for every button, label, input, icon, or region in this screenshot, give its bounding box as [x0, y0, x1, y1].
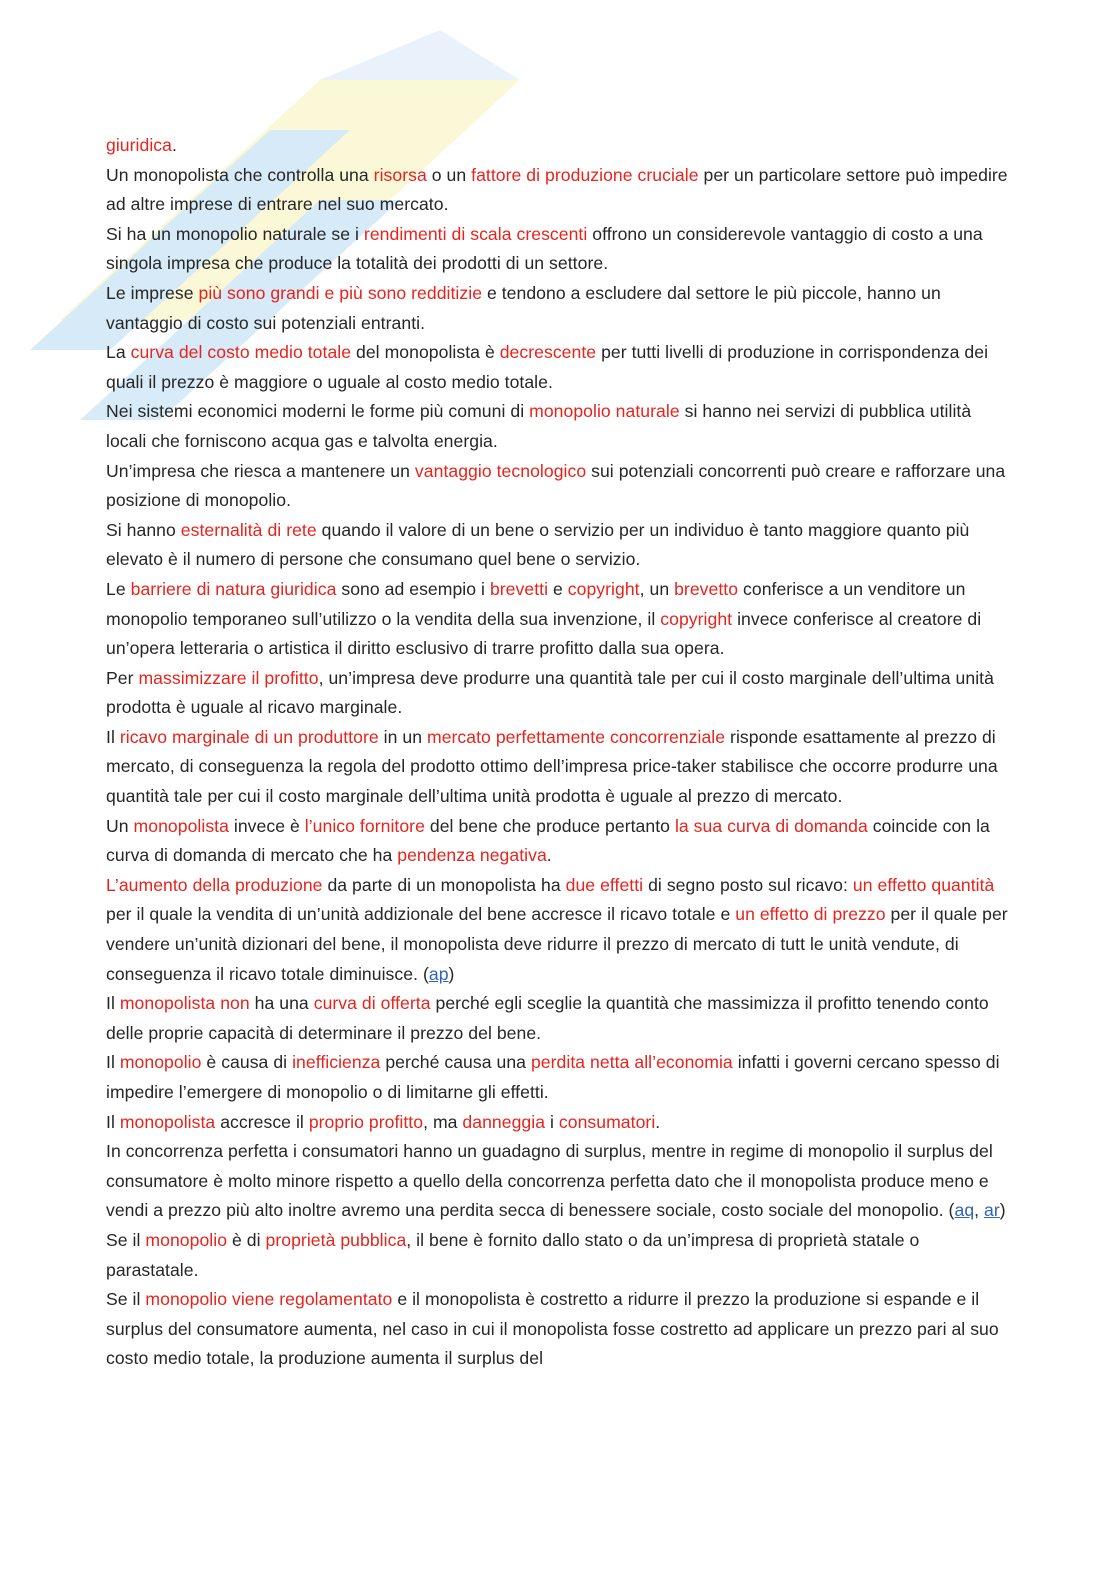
paragraph — [106, 871, 1012, 989]
text-run: ) — [448, 963, 455, 984]
highlighted-term: fattore di produzione cruciale — [471, 164, 699, 185]
paragraph — [106, 812, 1012, 871]
paragraph — [106, 989, 1012, 1048]
text-run: , — [974, 1200, 985, 1221]
paragraph — [106, 575, 1012, 664]
highlighted-term: l’unico fornitore — [304, 815, 425, 836]
highlighted-term: mercato perfettamente concorrenziale — [426, 726, 726, 747]
text-run: perché causa una — [380, 1052, 531, 1073]
text-run: Un’impresa che riesca a mantenere un — [106, 460, 415, 481]
paragraph — [106, 664, 1012, 723]
highlighted-term: vantaggio tecnologico — [414, 460, 587, 481]
highlighted-term: ricavo marginale di un produttore — [119, 726, 379, 747]
highlighted-term: decrescente — [499, 342, 597, 363]
text-run: . — [546, 845, 552, 866]
text-run: o un — [426, 164, 472, 185]
paragraph — [106, 279, 1012, 338]
text-run: perché egli sceglie la quantità che massimizza il profitto tenendo conto delle proprie capacità di determinare il prezzo del bene. — [106, 993, 989, 1043]
highlighted-term: risorsa — [373, 164, 427, 185]
text-run: coincide con la curva di domanda di mercato che ha — [106, 815, 990, 866]
highlighted-term: più sono grandi e più sono redditizie — [198, 282, 483, 303]
highlighted-term: giuridica — [106, 135, 172, 155]
text-run: e tendono a escludere dal settore le più piccole, hanno un vantaggio di costo sui potenziali entranti. — [106, 282, 941, 333]
highlighted-term: curva del costo medio totale — [130, 342, 352, 363]
highlighted-term: esternalità di rete — [180, 519, 317, 540]
paragraph — [106, 1048, 1012, 1107]
text-run: offrono un considerevole vantaggio di costo a una singola impresa che produce la totalità dei prodotti di un settore. — [106, 223, 983, 274]
text-run: Un — [106, 815, 134, 836]
highlighted-term: curva di offerta — [313, 993, 431, 1014]
text-run: Le — [106, 578, 131, 599]
text-run: Le imprese — [106, 282, 199, 303]
highlighted-term: consumatori — [558, 1111, 656, 1132]
highlighted-term: perdita netta all’economia — [530, 1052, 733, 1073]
text-run: infatti i governi cercano spesso di impedire l’emergere di monopolio o di limitarne gli effetti. — [106, 1052, 1000, 1102]
text-run: per un particolare settore può impedire ad altre imprese di entrare nel suo mercato. — [106, 164, 1008, 215]
highlighted-term: due effetti — [565, 874, 644, 895]
text-run: In concorrenza perfetta i consumatori hanno un guadagno di surplus, mentre in regime di monopolio il surplus del consumatore è molto minore rispetto a quello della concorrenza perfetta dato che il monopolista produce meno e vendi a prezzo più alto inoltre avremo una perdita secca di benessere sociale, costo sociale del monopolio. ( — [106, 1141, 993, 1221]
text-run: accresce il — [215, 1111, 309, 1132]
paragraph — [106, 397, 1012, 456]
text-run: Se il — [106, 1229, 146, 1250]
text-run: è di — [227, 1229, 266, 1250]
text-run: di segno posto sul ricavo: — [643, 874, 853, 895]
text-run: per tutti livelli di produzione in corrispondenza dei quali il prezzo è maggiore o uguale al costo medio totale. — [106, 342, 989, 392]
highlighted-term: monopolio — [145, 1229, 228, 1250]
document-body — [106, 131, 1012, 1374]
text-run: i — [545, 1111, 559, 1132]
text-run: Il — [106, 726, 120, 747]
highlighted-term: danneggia — [462, 1111, 546, 1132]
text-run: , un’impresa deve produrre una quantità tale per cui il costo marginale dell’ultima unità prodotta è uguale al ricavo marginale. — [106, 667, 994, 718]
reference-link[interactable]: aq — [954, 1200, 975, 1221]
text-run: è causa di — [201, 1052, 293, 1073]
highlighted-term: copyright — [567, 578, 640, 599]
text-run: . — [171, 135, 177, 155]
paragraph — [106, 1108, 1012, 1138]
text-run: Per — [106, 667, 139, 688]
text-run: in un — [378, 726, 427, 747]
paragraph — [106, 457, 1012, 516]
text-run: quando il valore di un bene o servizio per un individuo è tanto maggiore quanto più elevato è il numero di persone che consumano quel bene o servizio. — [106, 519, 970, 570]
highlighted-term: un effetto di prezzo — [735, 904, 886, 925]
paragraph — [106, 1137, 1012, 1226]
text-run: La — [106, 342, 131, 363]
text-run: si hanno nei servizi di pubblica utilità locali che forniscono acqua gas e talvolta energia. — [106, 401, 972, 451]
paragraph — [106, 1285, 1012, 1374]
paragraph — [106, 220, 1012, 279]
paragraph — [106, 1226, 1012, 1285]
highlighted-term: monopolista — [133, 815, 229, 836]
text-run: ) — [999, 1200, 1006, 1221]
text-run: , ma — [423, 1111, 463, 1132]
text-run: invece è — [228, 815, 305, 836]
highlighted-term: inefficienza — [292, 1052, 381, 1073]
highlighted-term: monopolista — [119, 1111, 216, 1132]
text-run: Si hanno — [106, 519, 181, 540]
text-run: conferisce a un venditore un monopolio temporaneo sull’utilizzo o la vendita della sua invenzione, il — [106, 578, 966, 629]
paragraph — [106, 723, 1012, 812]
reference-link[interactable]: ar — [984, 1200, 1000, 1221]
paragraph — [106, 338, 1012, 397]
highlighted-term: copyright — [660, 608, 733, 629]
text-run: e — [548, 578, 568, 599]
highlighted-term: proprio profitto — [308, 1111, 424, 1132]
text-run: Si ha un monopolio naturale se i — [106, 223, 364, 244]
paragraph — [106, 131, 1012, 161]
text-run: del monopolista è — [351, 342, 500, 363]
text-run: da parte di un monopolista ha — [322, 874, 566, 895]
highlighted-term: barriere di natura giuridica — [130, 578, 337, 599]
paragraph — [106, 516, 1012, 575]
highlighted-term: L’aumento della produzione — [106, 874, 323, 895]
text-run: sui potenziali concorrenti può creare e rafforzare una posizione di monopolio. — [106, 460, 1006, 511]
highlighted-term: brevetto — [674, 578, 739, 599]
text-run: Il — [106, 1052, 120, 1073]
highlighted-term: un effetto quantità — [852, 874, 995, 895]
highlighted-term: brevetti — [489, 578, 549, 599]
text-run: , il bene è fornito dallo stato o da un’impresa di proprietà statale o parastatale. — [106, 1229, 920, 1280]
paragraph — [106, 161, 1012, 220]
highlighted-term: monopolio — [119, 1052, 202, 1073]
highlighted-term: la sua curva di domanda — [674, 815, 868, 836]
text-run: Il — [106, 1111, 120, 1132]
text-run: invece conferisce al creatore di un’opera letteraria o artistica il diritto esclusivo di trarre profitto dalla sua opera. — [106, 608, 982, 659]
highlighted-term: massimizzare il profitto — [138, 667, 319, 688]
text-run: Il — [106, 993, 120, 1014]
highlighted-term: proprietà pubblica — [265, 1229, 407, 1250]
highlighted-term: monopolista non — [119, 993, 250, 1014]
text-run: Nei sistemi economici moderni le forme più comuni di — [106, 401, 530, 422]
text-run: per il quale per vendere un’unità dizionari del bene, il monopolista deve ridurre il prezzo di mercato di tutt le unità vendute, di conseguenza il ricavo totale diminuisce. ( — [106, 904, 1008, 984]
text-run: e il monopolista è costretto a ridurre il prezzo la produzione si espande e il surplus del consumatore aumenta, nel caso in cui il monopolista fosse costretto ad applicare un prezzo pari al suo costo medio totale, la produzione aumenta il surplus del — [106, 1289, 999, 1369]
text-run: per il quale la vendita di un’unità addizionale del bene accresce il ricavo totale e — [106, 904, 736, 925]
text-run: Se il — [106, 1289, 146, 1310]
reference-link[interactable]: ap — [428, 963, 449, 984]
highlighted-term: monopolio viene regolamentato — [145, 1289, 393, 1310]
text-run: ha una — [249, 993, 314, 1014]
highlighted-term: rendimenti di scala crescenti — [363, 223, 588, 244]
text-run: sono ad esempio i — [336, 578, 490, 599]
text-run: . — [655, 1111, 661, 1132]
text-run: , un — [639, 578, 675, 599]
text-run: risponde esattamente al prezzo di mercato, di conseguenza la regola del prodotto ottimo dell’impresa price-taker stabilisce che occorre produrre una quantità tale per cui il costo marginale dell’ultima unità prodotta è uguale al prezzo di mercato. — [106, 726, 998, 807]
text-run: Un monopolista che controlla una — [106, 164, 374, 185]
highlighted-term: pendenza negativa — [397, 845, 547, 866]
highlighted-term: monopolio naturale — [529, 401, 680, 422]
text-run: del bene che produce pertanto — [424, 815, 675, 836]
